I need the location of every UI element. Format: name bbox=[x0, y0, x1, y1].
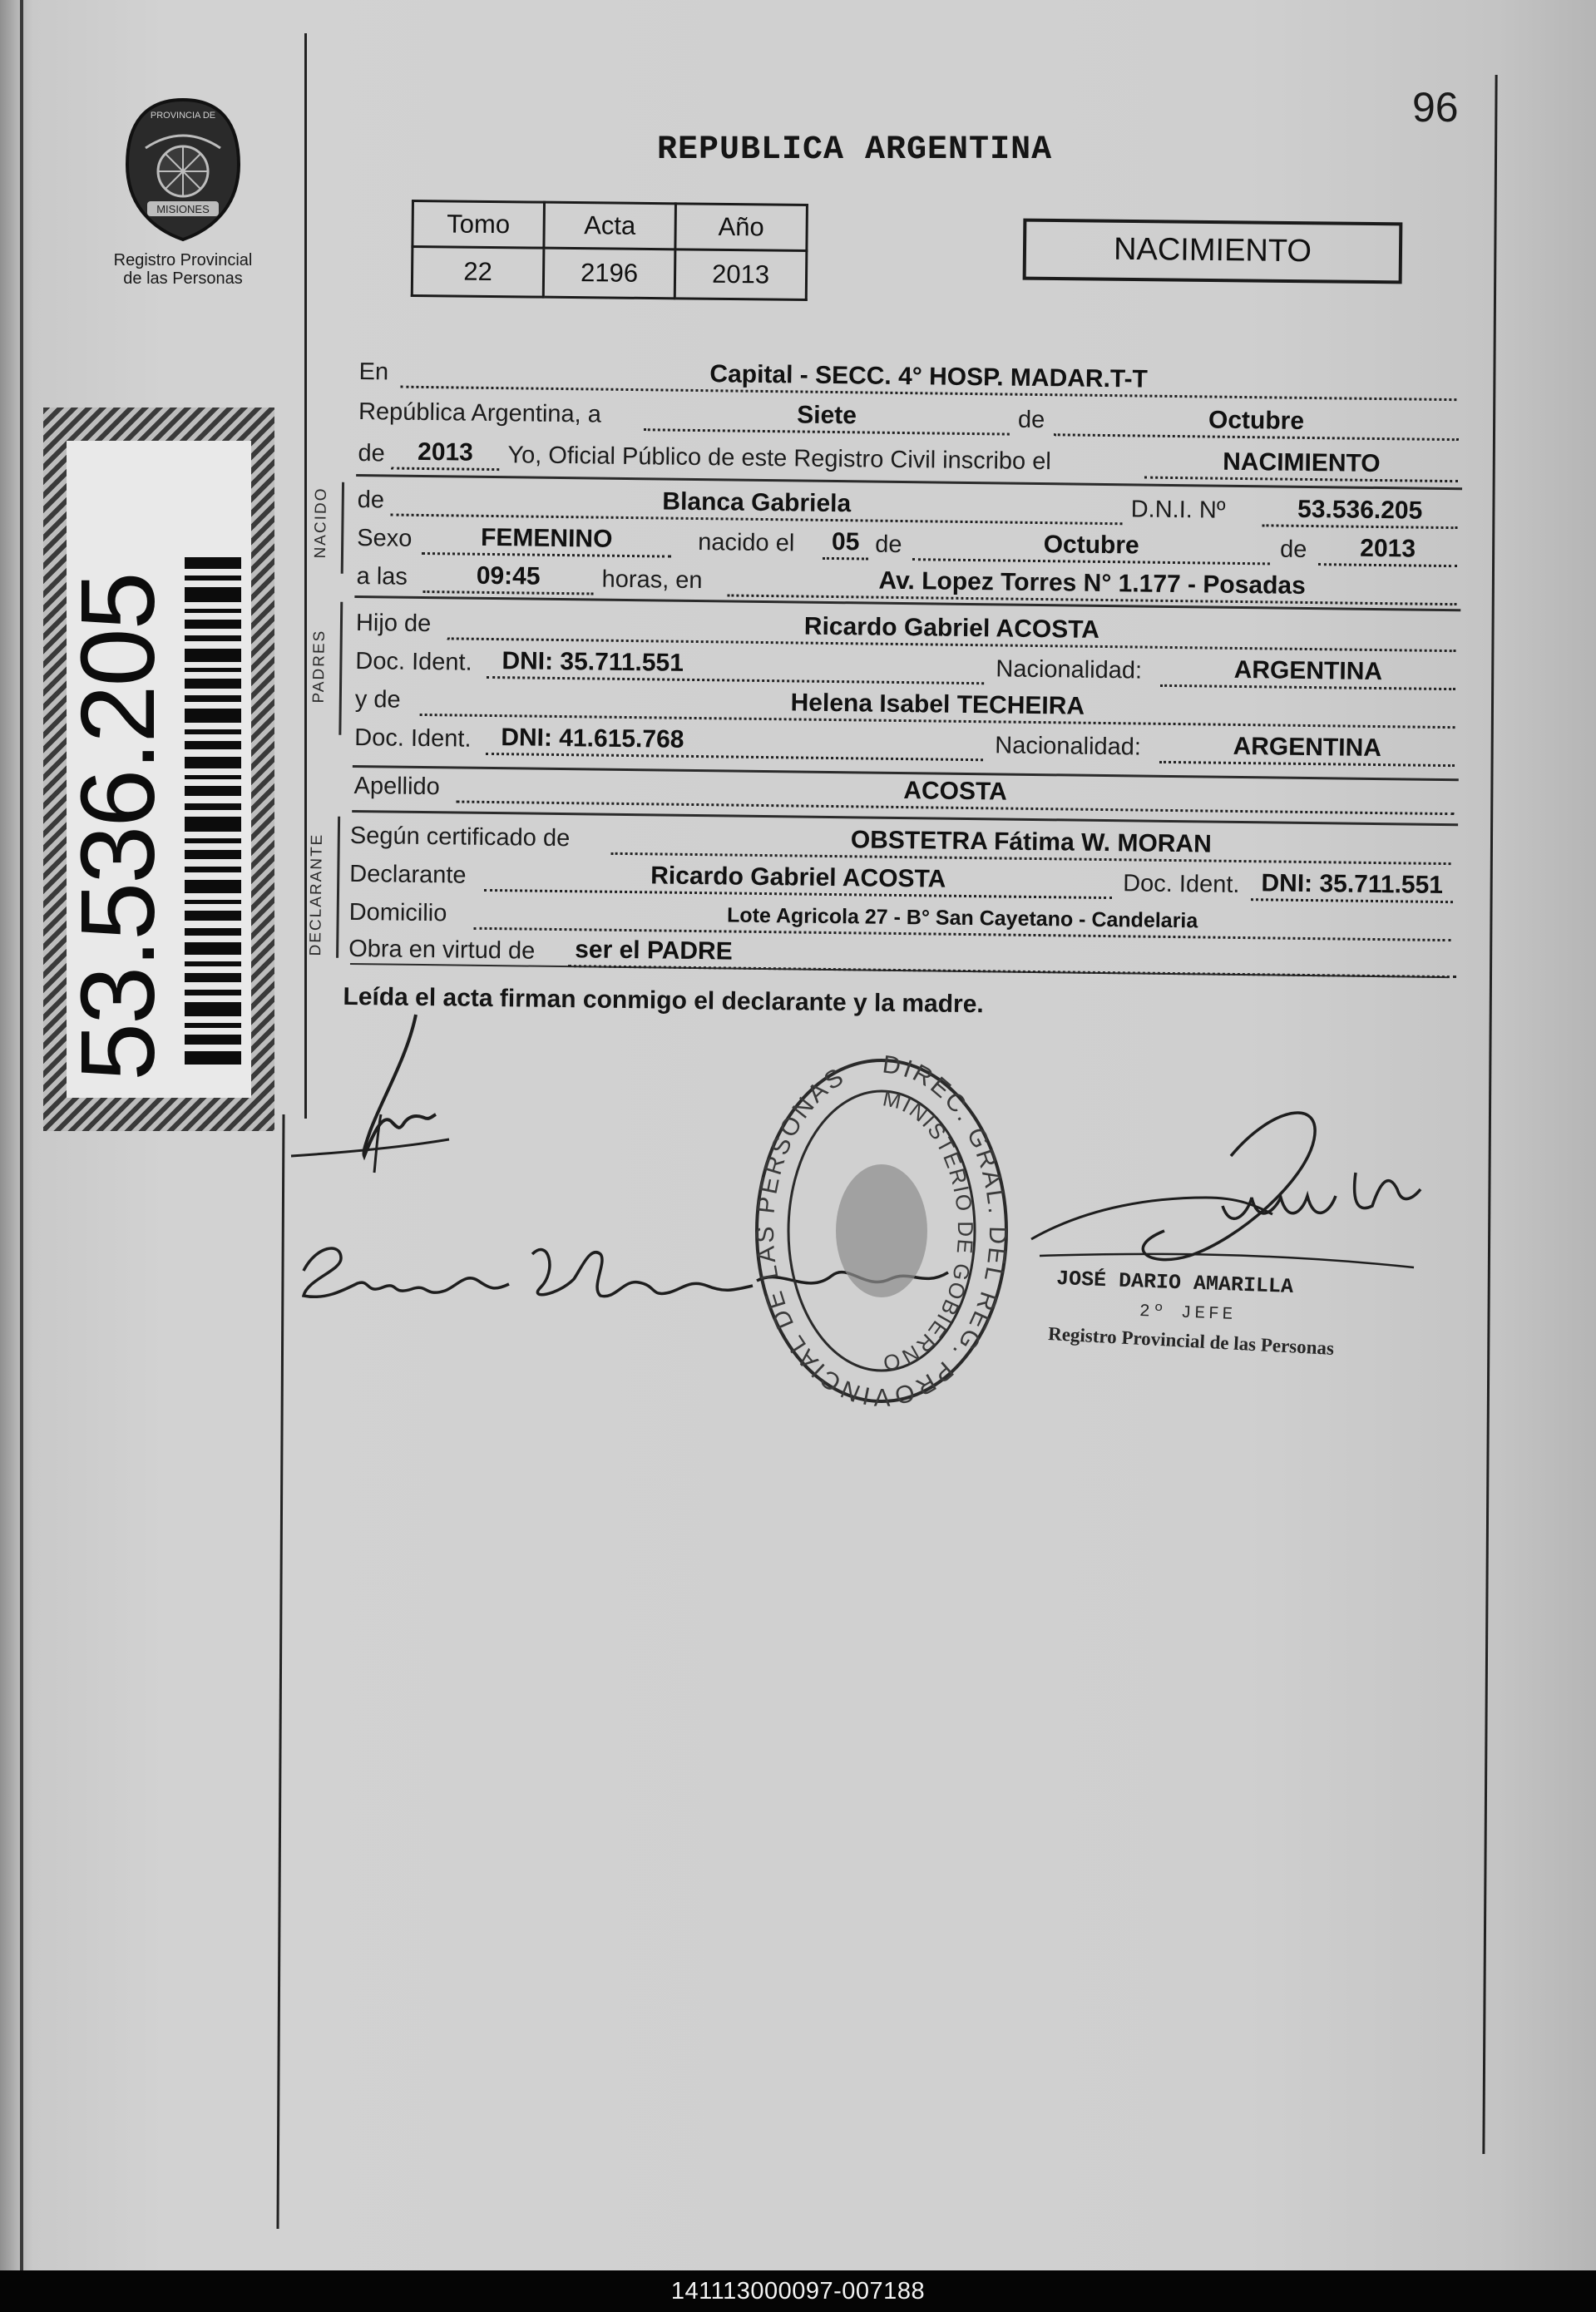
label-de-anio: de bbox=[358, 440, 385, 467]
field-madre-doc: DNI: 41.615.768 bbox=[486, 723, 983, 761]
label-en: En bbox=[358, 358, 389, 386]
section-label-declarante: DECLARANTE bbox=[307, 832, 326, 956]
footer-code: 141113000097-007188 bbox=[670, 2278, 926, 2305]
field-anio: 2013 bbox=[391, 437, 499, 472]
record-type-box: NACIMIENTO bbox=[1023, 219, 1403, 284]
field-lugar: Capital - SECC. 4° HOSP. MADAR.T-T bbox=[400, 356, 1456, 402]
label-oficial: Yo, Oficial Público de este Registro Civil inscribo el bbox=[507, 442, 1051, 476]
field-declarante: Ricardo Gabriel ACOSTA bbox=[484, 859, 1112, 899]
svg-text:DIREC. GRAL. DEL REG. PROVINCI: DIREC. GRAL. DEL REG. PROVINCIAL DE LAS PERSONAS bbox=[751, 1050, 1012, 1411]
header-acta: Acta bbox=[544, 202, 676, 249]
official-role: 2º JEFE bbox=[1139, 1302, 1237, 1326]
header-anio: Año bbox=[675, 204, 808, 251]
label-apellido: Apellido bbox=[353, 772, 440, 801]
field-certificado: OBSTETRA Fátima W. MORAN bbox=[611, 823, 1451, 865]
field-nacido-dia: 05 bbox=[823, 527, 868, 561]
field-acto: NACIMIENTO bbox=[1144, 447, 1458, 483]
label-nacido-el: nacido el bbox=[698, 529, 795, 557]
field-madre: Helena Isabel TECHEIRA bbox=[420, 684, 1455, 729]
field-padre-doc: DNI: 35.711.551 bbox=[487, 646, 984, 684]
field-nacido-mes: Octubre bbox=[912, 528, 1270, 565]
label-nacido-de: de bbox=[874, 531, 902, 559]
label-declarante: Declarante bbox=[349, 860, 467, 889]
label-madre-nacionalidad: Nacionalidad: bbox=[995, 732, 1142, 761]
official-office: Registro Provincial de las Personas bbox=[1047, 1323, 1335, 1359]
label-hijo-de: Hijo de bbox=[355, 610, 432, 638]
row-apellido bbox=[352, 763, 1454, 817]
label-padre-doc: Doc. Ident. bbox=[355, 647, 472, 676]
logo-caption-line2: de las Personas bbox=[123, 269, 243, 288]
field-apellido: ACOSTA bbox=[456, 770, 1454, 815]
field-madre-nacionalidad: ARGENTINA bbox=[1159, 731, 1455, 767]
field-obra: ser el PADRE bbox=[568, 935, 1456, 978]
label-horas-en: horas, en bbox=[601, 566, 703, 595]
seal-icon bbox=[749, 1048, 1015, 1414]
label-y-de: y de bbox=[354, 685, 401, 714]
field-nacido-anio: 2013 bbox=[1318, 533, 1457, 567]
field-sexo: FEMENINO bbox=[422, 522, 671, 558]
section-label-nacido: NACIDO bbox=[311, 487, 330, 559]
label-madre-doc: Doc. Ident. bbox=[354, 724, 472, 753]
field-padre: Ricardo Gabriel ACOSTA bbox=[447, 607, 1456, 652]
section-rule-nacido bbox=[341, 482, 344, 574]
barcode-number: 53.536.205 bbox=[59, 573, 176, 1081]
section-label-padres: PADRES bbox=[309, 629, 329, 704]
label-nacido-de2: de bbox=[1279, 536, 1307, 563]
page-number: 96 bbox=[1412, 84, 1459, 131]
label-de-mes: de bbox=[1017, 406, 1045, 434]
label-sexo: Sexo bbox=[357, 525, 413, 552]
logo-caption-line1: Registro Provincial bbox=[113, 251, 253, 269]
value-tomo: 22 bbox=[412, 247, 544, 298]
header-tomo: Tomo bbox=[413, 201, 545, 249]
field-dia: Siete bbox=[644, 398, 1010, 435]
label-republica: República Argentina, a bbox=[358, 398, 602, 428]
footer-bar bbox=[0, 2270, 1596, 2312]
value-anio: 2013 bbox=[674, 249, 807, 300]
label-de-nombre: de bbox=[357, 487, 385, 514]
field-declarante-doc: DNI: 35.711.551 bbox=[1251, 868, 1453, 903]
official-stamp bbox=[749, 1048, 1015, 1418]
section-rule-padres bbox=[338, 602, 343, 735]
field-padre-nacionalidad: ARGENTINA bbox=[1160, 655, 1455, 690]
field-hora: 09:45 bbox=[422, 561, 593, 595]
field-domicilio: Lote Agricola 27 - B° San Cayetano - Candelaria bbox=[473, 897, 1450, 941]
official-name: JOSÉ DARIO AMARILLA bbox=[1055, 1267, 1294, 1299]
label-obra: Obra en virtud de bbox=[348, 935, 536, 965]
svg-text:PROVINCIA DE: PROVINCIA DE bbox=[150, 111, 216, 121]
label-domicilio: Domicilio bbox=[348, 898, 447, 927]
closing-statement: Leída el acta firman conmigo el declarante y la madre. bbox=[343, 982, 984, 1019]
declarant-signature bbox=[283, 1006, 482, 1189]
value-acta: 2196 bbox=[543, 248, 675, 299]
field-dni: 53.536.205 bbox=[1262, 494, 1457, 529]
label-dni: D.N.I. Nº bbox=[1130, 496, 1226, 524]
label-declarante-doc: Doc. Ident. bbox=[1123, 870, 1240, 899]
document-title: REPUBLICA ARGENTINA bbox=[657, 131, 1053, 169]
svg-text:MINISTERIO DE GOBIERNO: MINISTERIO DE GOBIERNO bbox=[879, 1085, 978, 1376]
svg-text:MISIONES: MISIONES bbox=[156, 203, 210, 215]
field-lugar-nacimiento: Av. Lopez Torres N° 1.177 - Posadas bbox=[727, 564, 1456, 605]
field-nombre: Blanca Gabriela bbox=[391, 484, 1123, 526]
label-certificado: Según certificado de bbox=[349, 822, 571, 852]
section-rule-declarante bbox=[336, 817, 340, 958]
label-a-las: a las bbox=[356, 563, 408, 590]
label-padre-nacionalidad: Nacionalidad: bbox=[996, 655, 1143, 684]
field-mes: Octubre bbox=[1054, 403, 1459, 441]
